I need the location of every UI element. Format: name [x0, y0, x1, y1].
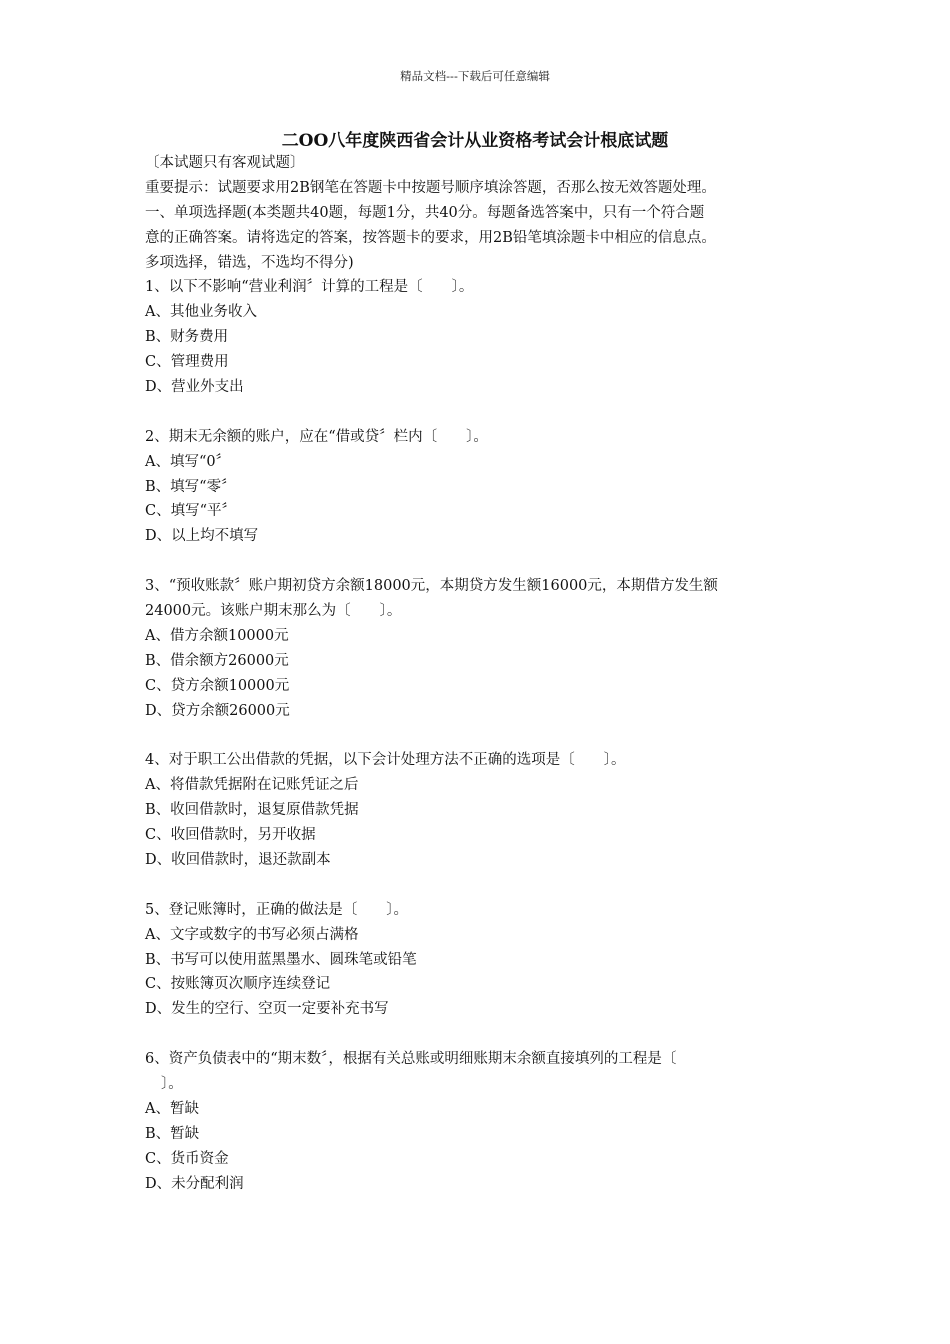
option-d: D、以上均不填写: [145, 528, 259, 545]
option-b: B、填写“零〞: [145, 478, 236, 495]
section-heading-line: 一、单项选择题(本类题共40题，每题1分，共40分。每题备选答案中，只有一个符合题: [145, 204, 705, 221]
document-title: 二OO八年度陕西省会计从业资格考试会计根底试题: [281, 131, 669, 151]
option-a: A、将借款凭据附在记账凭证之后: [145, 777, 359, 794]
intro-hint: 重要提示：试题要求用2B钢笔在答题卡中按题号顺序填涂答题，否那么按无效答题处理。: [145, 179, 716, 196]
spacer: [145, 400, 825, 425]
option-b: B、财务费用: [145, 329, 229, 346]
spacer: [145, 1022, 825, 1047]
question-stem: 2、期末无余额的账户，应在“借或贷〞栏内〔 〕。: [145, 428, 488, 445]
intro-note: 〔本试题只有客观试题〕: [145, 155, 305, 171]
section-heading-line: 多项选择，错选，不选均不得分): [145, 254, 354, 271]
option-a: A、暂缺: [145, 1100, 199, 1117]
option-c: C、填写“平〞: [145, 503, 237, 520]
option-b: B、借余额方26000元: [145, 652, 289, 669]
option-a: A、借方余额10000元: [145, 627, 289, 644]
option-d: D、发生的空行、空页一定要补充书写: [145, 1001, 389, 1018]
page-header: 精品文档---下载后可任意编辑: [400, 69, 550, 83]
option-b: B、收回借款时，退复原借款凭据: [145, 802, 359, 819]
option-d: D、营业外支出: [145, 379, 244, 396]
question-stem-continued: 〕。: [161, 1075, 183, 1092]
question-stem-continued: 24000元。该账户期末那么为〔 〕。: [145, 603, 402, 620]
option-b: B、书写可以使用蓝黑墨水、圆珠笔或铅笔: [145, 951, 417, 968]
spacer: [145, 549, 825, 574]
option-c: C、收回借款时，另开收据: [145, 827, 316, 844]
section-heading-line: 意的正确答案。请将选定的答案，按答题卡的要求，用2B铅笔填涂题卡中相应的信息点。: [145, 229, 716, 246]
document-body: [145, 151, 825, 1196]
option-b: B、暂缺: [145, 1125, 200, 1142]
option-c: C、贷方余额10000元: [145, 677, 290, 694]
spacer: [145, 873, 825, 898]
option-a: A、填写“0〞: [145, 453, 231, 470]
spacer: [145, 723, 825, 748]
option-a: A、文字或数字的书写必须占满格: [145, 926, 359, 943]
option-c: C、货币资金: [145, 1150, 229, 1167]
question-stem: 4、对于职工公出借款的凭据，以下会计处理方法不正确的选项是〔 〕。: [145, 752, 626, 769]
option-d: D、未分配利润: [145, 1175, 244, 1192]
option-c: C、管理费用: [145, 354, 229, 371]
question-stem: 5、登记账簿时，正确的做法是〔 〕。: [145, 901, 408, 918]
option-a: A、其他业务收入: [145, 304, 257, 321]
option-d: D、贷方余额26000元: [145, 702, 290, 719]
option-d: D、收回借款时，退还款副本: [145, 851, 331, 868]
question-stem: 3、“预收账款〞账户期初贷方余额18000元，本期贷方发生额16000元，本期借方发生额: [145, 578, 718, 595]
question-stem: 1、以下不影响“营业利润〞计算的工程是〔 〕。: [145, 279, 474, 296]
question-stem: 6、资产负债表中的“期末数〞，根据有关总账或明细账期末余额直接填列的工程是〔: [145, 1051, 677, 1068]
option-c: C、按账簿页次顺序连续登记: [145, 976, 331, 993]
